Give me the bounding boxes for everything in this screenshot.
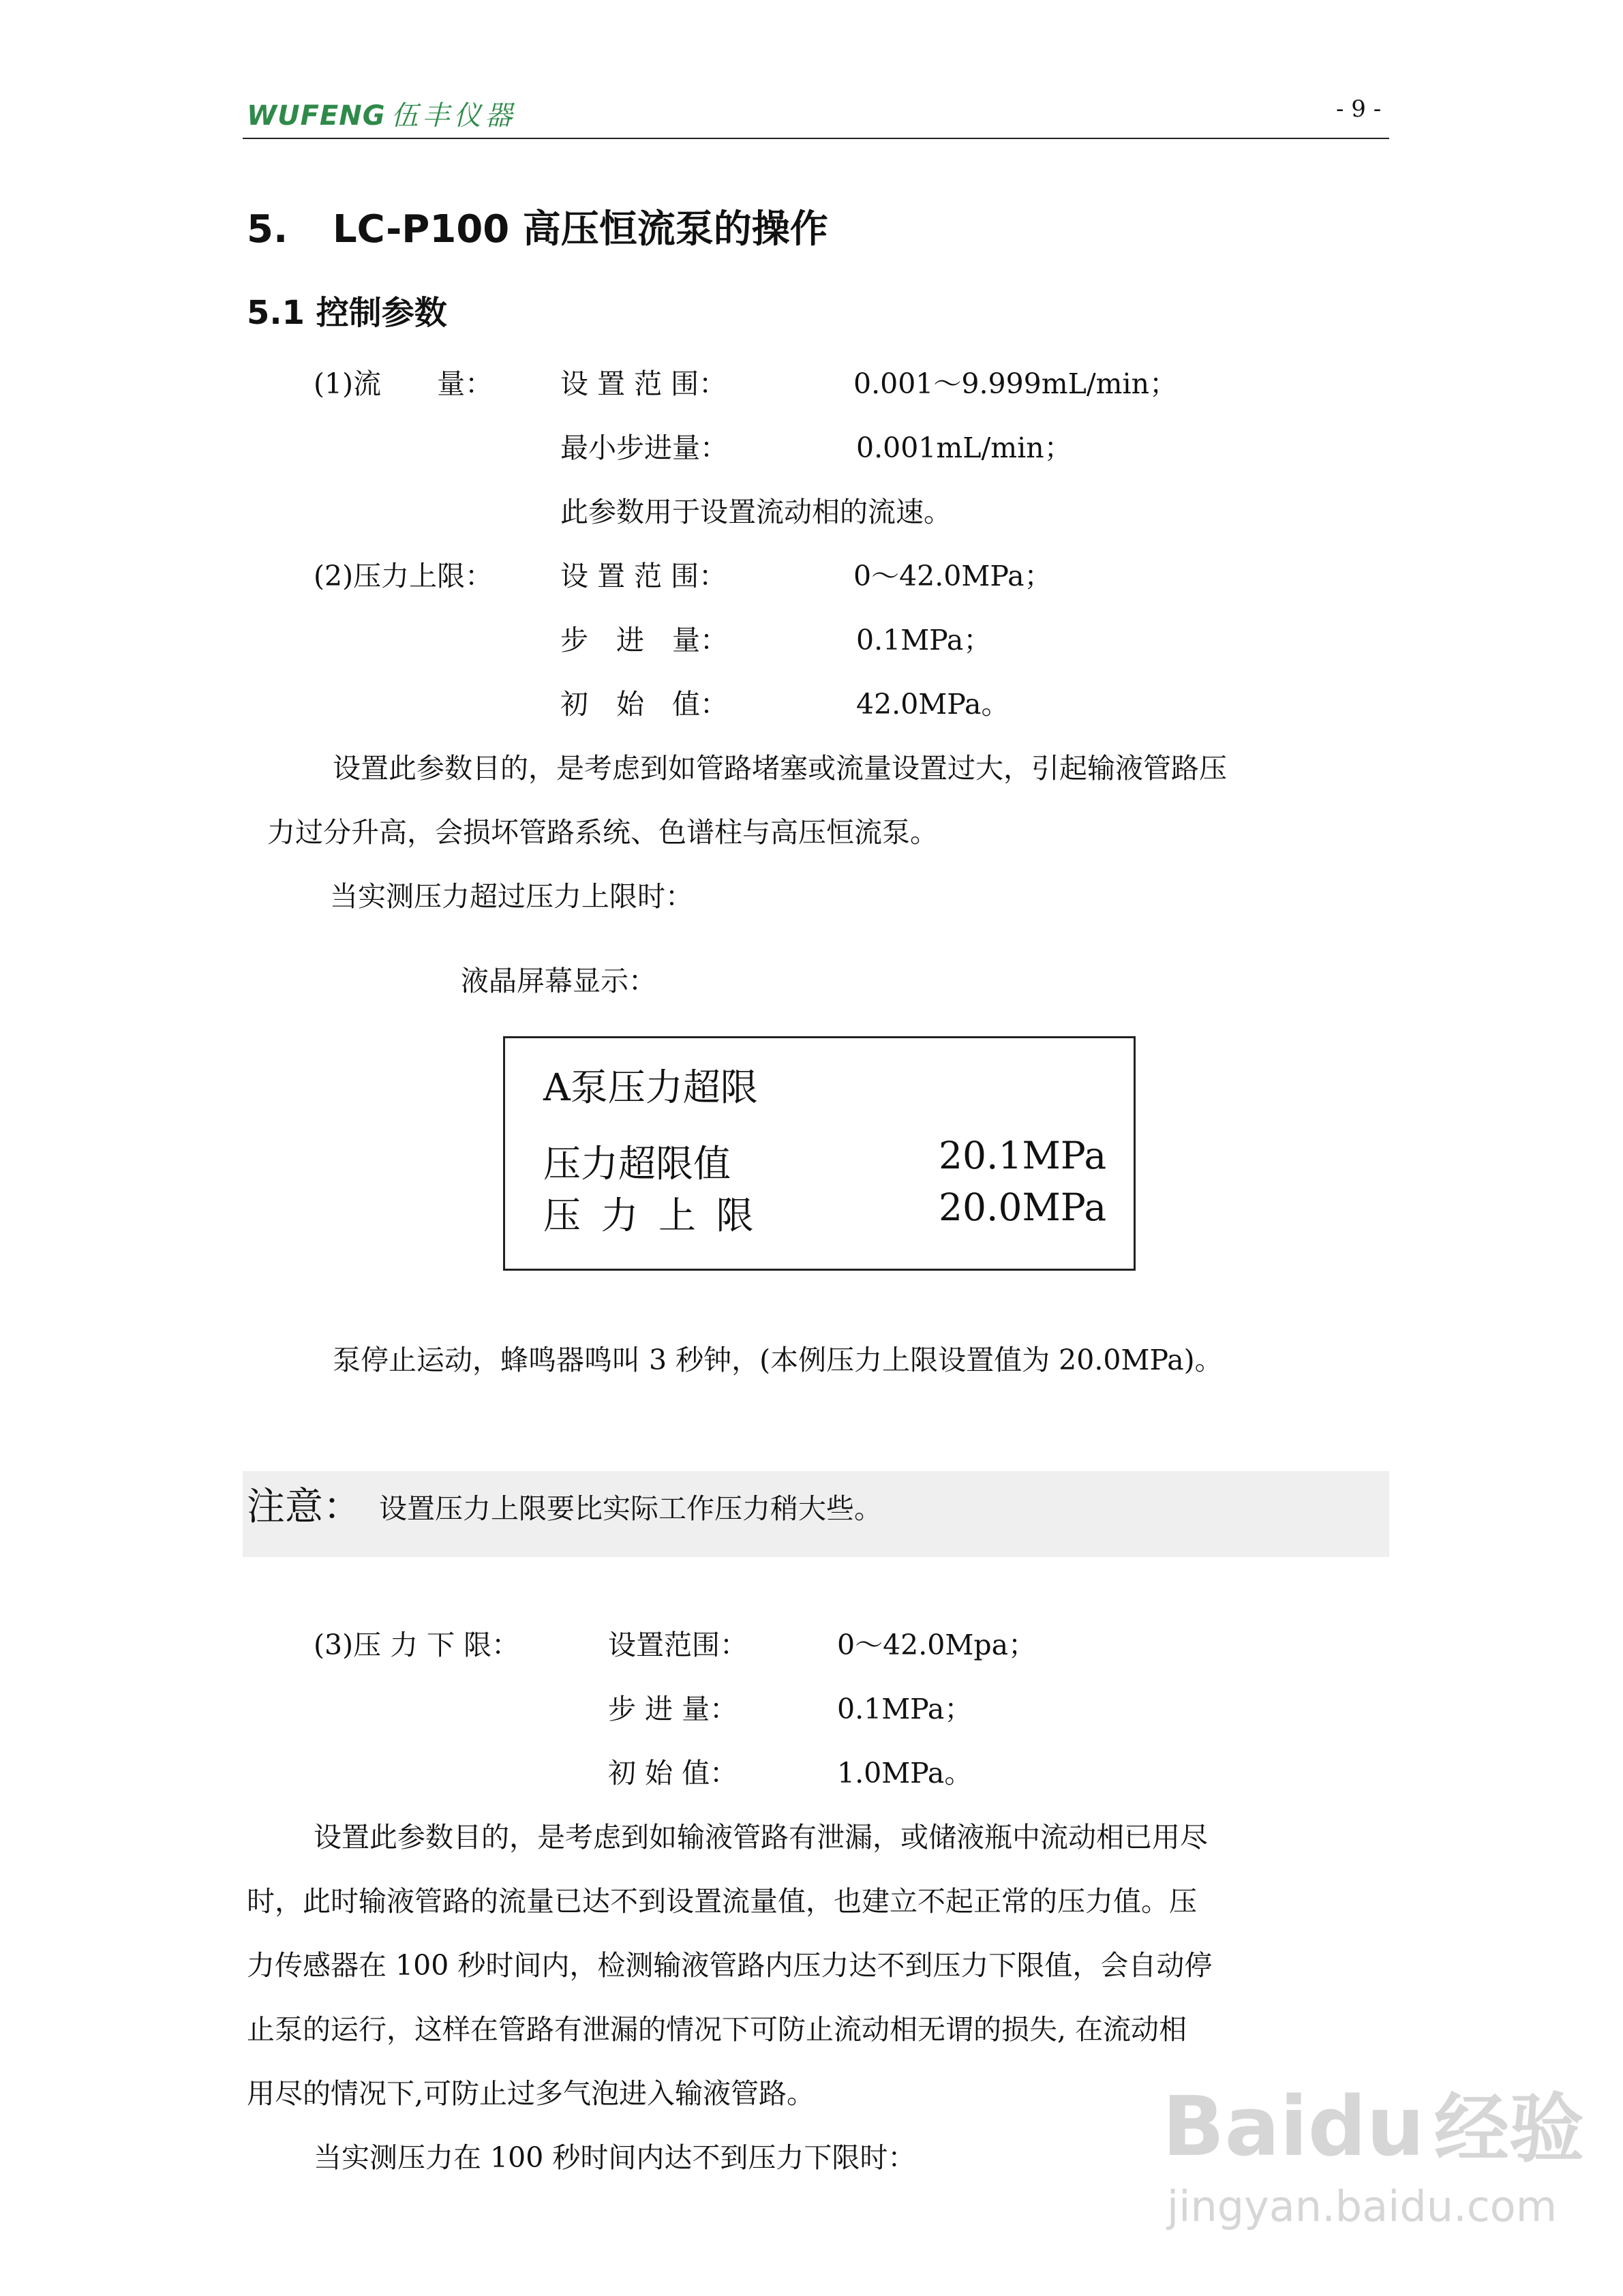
upper-range-label: 设 置 范 围： [560,560,727,592]
flow-step-value: 0.001mL/min； [856,432,1072,464]
lower-limit-label: (3)压 力 下 限： [314,1629,520,1661]
section-number: 5. [247,207,288,252]
when-under-text: 当实测压力在 100 秒时间内达不到压力下限时： [314,2141,916,2174]
lcd-row3-value: 20.0MPa [939,1185,1107,1229]
flow-description: 此参数用于设置流动相的流速。 [560,496,952,528]
upper-step-value: 0.1MPa； [856,624,992,656]
logo-cn-text: 伍丰仪器 [391,100,517,132]
para1-line2: 力过分升高，会损坏管路系统、色谱柱与高压恒流泵。 [267,816,938,849]
section-heading [247,199,828,254]
flow-range-value: 0.001～9.999mL/min； [853,367,1178,400]
lcd-row2-value: 20.1MPa [939,1134,1107,1177]
flow-step-label: 最小步进量： [560,432,728,464]
page-number: - 9 - [1336,95,1382,123]
para2-line3: 力传感器在 100 秒时间内，检测输液管路内压力达不到压力下限值，会自动停 [247,1949,1213,1982]
upper-init-value: 42.0MPa。 [856,688,1010,721]
lower-init-label: 初 始 值： [608,1757,738,1789]
when-over-text: 当实测压力超过压力上限时： [330,880,693,913]
watermark-cn: 经验 [1434,2085,1584,2173]
pump-stop-text: 泵停止运动，蜂鸣器鸣叫 3 秒钟，(本例压力上限设置值为 20.0MPa)。 [333,1344,1223,1376]
watermark-brand: Baidu [1162,2080,1425,2175]
para2-line2: 时，此时输液管路的流量已达不到设置流量值，也建立不起正常的压力值。压 [247,1885,1197,1918]
flow-label: (1)流 量： [314,367,494,400]
lower-init-value: 1.0MPa。 [837,1757,973,1789]
upper-limit-label: (2)压力上限： [314,560,494,592]
logo-text: WUFENG [247,100,386,132]
lcd-row2-label: 压力超限值 [543,1142,731,1185]
lower-range-value: 0～42.0Mpa； [837,1629,1037,1661]
flow-range-label: 设 置 范 围： [560,367,727,400]
lower-step-label: 步 进 量： [608,1693,738,1725]
subsection-heading: 5.1 控制参数 [247,294,447,332]
baidu-watermark [1162,2069,1584,2177]
lcd-line1: A泵压力超限 [543,1066,758,1109]
upper-init-label: 初 始 值： [560,688,728,721]
upper-range-value: 0～42.0MPa； [853,560,1052,592]
para1-line1: 设置此参数目的，是考虑到如管路堵塞或流量设置过大，引起输液管路压 [333,752,1227,785]
header-rule [243,138,1389,139]
note-label: 注意： [247,1485,361,1529]
lower-range-label: 设置范围： [608,1629,748,1661]
note-text: 设置压力上限要比实际工作压力稍大些。 [379,1492,882,1525]
para2-line1: 设置此参数目的，是考虑到如输液管路有泄漏，或储液瓶中流动相已用尽 [314,1821,1208,1854]
section-title: LC-P100 高压恒流泵的操作 [333,207,828,252]
para2-line5: 用尽的情况下,可防止过多气泡进入输液管路。 [247,2077,815,2110]
lcd-intro-text: 液晶屏幕显示： [461,965,656,997]
watermark-url: jingyan.baidu.com [1167,2181,1558,2231]
upper-step-label: 步 进 量： [560,624,728,656]
lcd-row3-label: 压 力 上 限 [543,1194,758,1237]
lcd-display-box [503,1036,1136,1271]
para2-line4: 止泵的运行，这样在管路有泄漏的情况下可防止流动相无谓的损失, 在流动相 [247,2013,1187,2046]
lower-step-value: 0.1MPa； [837,1693,973,1725]
brand-logo [247,94,517,133]
